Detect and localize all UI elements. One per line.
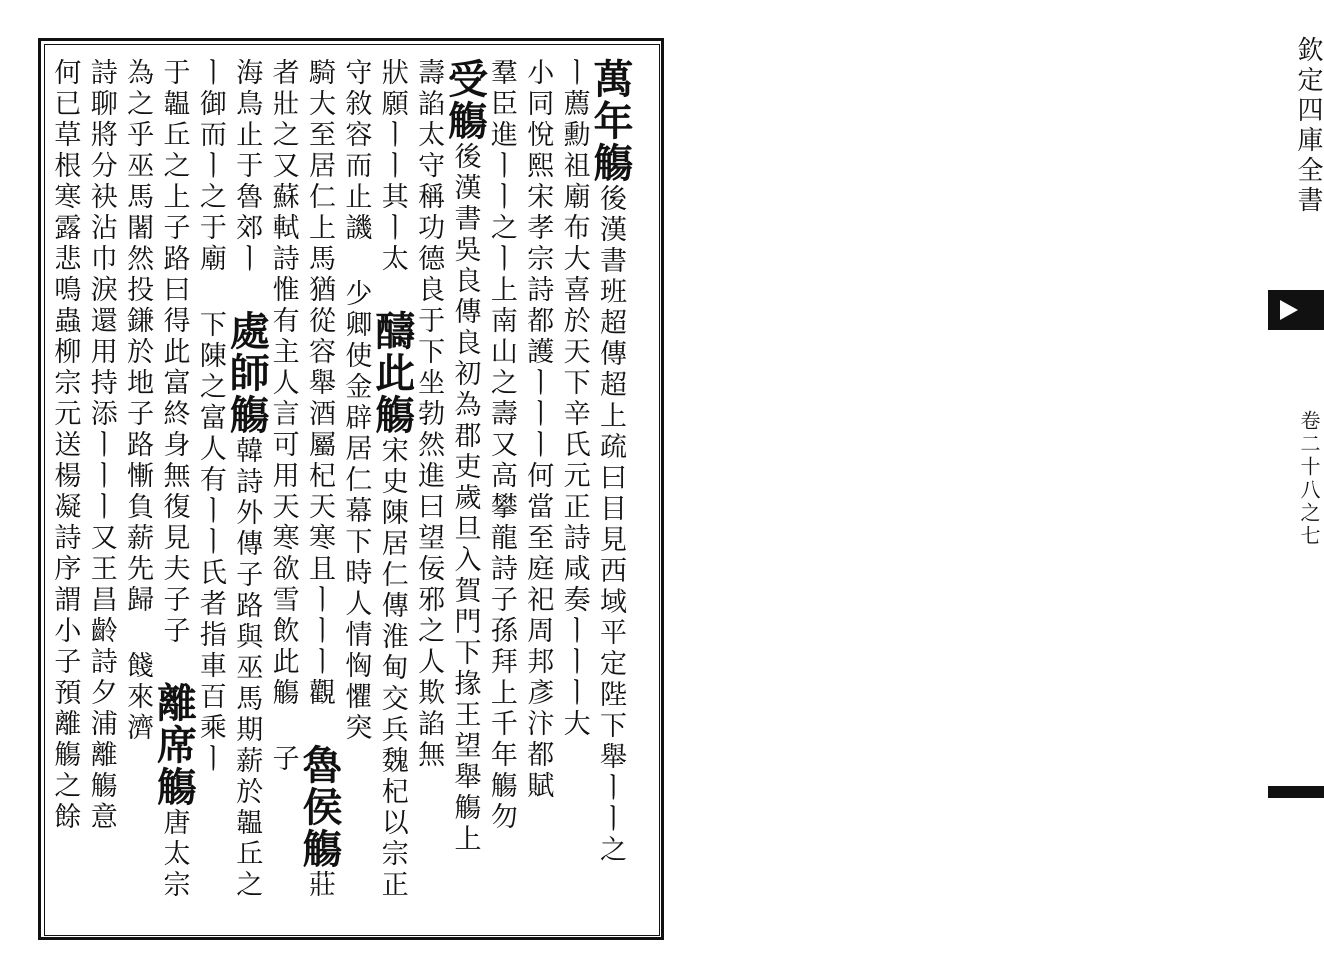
- text-column: 于韞丘之上子路曰得此富終身無復見夫子子 離席觴唐太宗: [150, 58, 198, 901]
- text-column: 萬年觴後漢書班超傳超上疏曰目見西域平定陛下舉ㅣㅣ之: [587, 58, 634, 866]
- text-column: 海鳥止于魯郊ㅣ 處師觴韓詩外傳子路與巫馬期薪於韞丘之: [223, 58, 271, 901]
- text-column: ㅣ薦勳祖廟布大喜於天下辛氏元正詩咸奏ㅣㅣㅣ大: [558, 58, 590, 740]
- fish-tail-notch: [1280, 300, 1298, 320]
- text-column: 詩聊將分袂沾巾淚還用持添ㅣㅣㅣ又王昌齡詩夕浦離觴意: [85, 58, 117, 833]
- text-column: 壽諂太守稱功德良于下坐勃然進曰望佞邪之人欺諂無: [413, 58, 445, 771]
- text-column: 狀願ㅣㅣ其ㅣ太 醻此觴宋史陳居仁傳淮甸交兵魏杞以宗正: [368, 58, 416, 901]
- margin-section: 卷二十八之七: [1297, 410, 1321, 548]
- entry-heading: 離席觴: [150, 682, 198, 808]
- text-column: 者壯之又蘇軾詩惟有主人言可用天寒欲雪飲此觴 子: [267, 58, 299, 775]
- text-column: ㅣ御而ㅣ之于廟 下陳之富人有ㅣㅣ氏者指車百乘ㅣ: [194, 58, 226, 775]
- entry-heading: 醻此觴: [368, 310, 416, 436]
- entry-heading: 處師觴: [223, 310, 271, 436]
- fish-tail-bottom-mark: [1268, 786, 1324, 798]
- text-column: 守敘容而止譏 少卿使金辟居仁幕下時人情恟懼突: [340, 58, 372, 744]
- text-column: 小同悅熙宋孝宗詩都護ㅣㅣㅣ何當至庭祀周邦彥汴都賦: [522, 58, 554, 802]
- text-column: 騎大至居仁上馬猶從容舉酒屬杞天寒且ㅣㅣㅣ觀 魯侯觴莊: [296, 58, 343, 901]
- entry-heading: 萬年觴: [587, 58, 634, 184]
- text-column-extra: 何已草根寒露悲鳴蟲柳宗元送楊凝詩序謂小子預離觴之餘: [49, 58, 81, 833]
- text-column: 受觴後漢書吳良傳良初為郡吏歲旦入賀門下掾王望舉觴上: [441, 58, 489, 855]
- entry-heading: 受觴: [441, 58, 489, 142]
- text-column: 為之乎巫馬闍然投鎌於地子路慚負薪先歸 餞來濟: [122, 58, 154, 744]
- text-column: 羣臣進ㅣㅣ之ㅣ上南山之壽又高攀龍詩子孫拜上千年觴勿: [485, 58, 517, 833]
- entry-heading: 魯侯觴: [296, 744, 343, 870]
- margin-title: 欽定四庫全書: [1293, 36, 1323, 216]
- margin-strip: [632, 0, 1323, 977]
